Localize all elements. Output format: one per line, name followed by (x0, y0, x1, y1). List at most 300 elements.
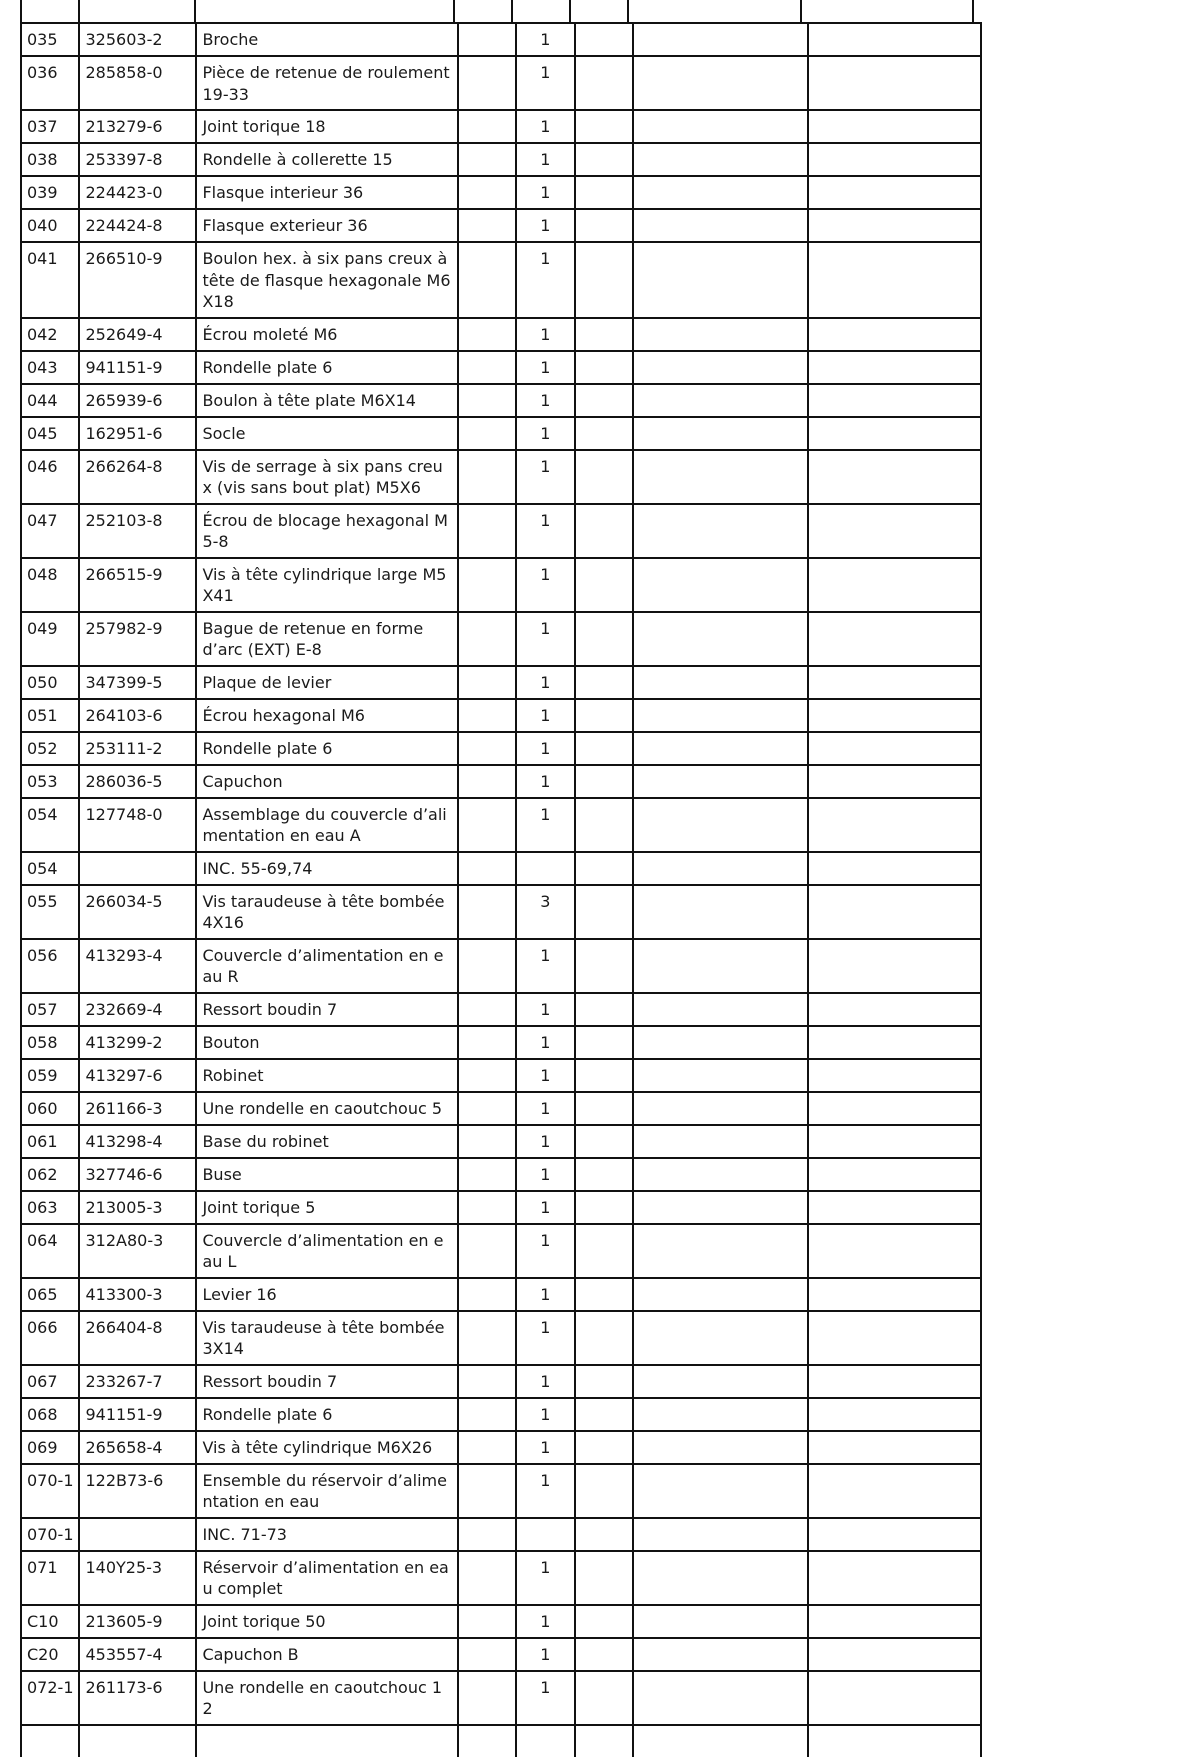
table-row (21, 242, 981, 318)
empty-cell (808, 1518, 981, 1551)
description-cell: Vis taraudeuse à tête bombée 3X14 (196, 1311, 457, 1365)
empty-cell (458, 384, 516, 417)
quantity-cell (516, 852, 574, 885)
empty-cell (575, 558, 633, 612)
empty-cell (633, 1551, 807, 1605)
description-cell: Rondelle plate 6 (196, 351, 457, 384)
empty-cell (808, 1092, 981, 1125)
part-number-cell: 286036-5 (79, 765, 196, 798)
description-cell: Bague de retenue en forme d’arc (EXT) E-8 (196, 612, 457, 666)
table-row (21, 885, 981, 939)
part-number-cell: 413298-4 (79, 1125, 196, 1158)
table-row (21, 1026, 981, 1059)
empty-cell (808, 1191, 981, 1224)
empty-cell (458, 699, 516, 732)
description-cell: Écrou moleté M6 (196, 318, 457, 351)
empty-cell (808, 318, 981, 351)
quantity-cell: 3 (516, 885, 574, 939)
empty-cell (575, 1059, 633, 1092)
description-cell: Capuchon B (196, 1638, 457, 1671)
empty-cell (458, 504, 516, 558)
empty-cell (808, 1224, 981, 1278)
part-number-cell: 413293-4 (79, 939, 196, 993)
item-number-cell: 061 (21, 1125, 79, 1158)
description-cell: Vis à tête cylindrique M6X26 (196, 1431, 457, 1464)
empty-cell (633, 1671, 807, 1725)
empty-cell (633, 666, 807, 699)
part-number-cell: 140Y25-3 (79, 1551, 196, 1605)
item-number-cell: 058 (21, 1026, 79, 1059)
table-row (21, 450, 981, 504)
empty-cell (808, 1464, 981, 1518)
part-number-cell: 265658-4 (79, 1431, 196, 1464)
empty-cell (808, 23, 981, 56)
part-number-cell: 224423-0 (79, 176, 196, 209)
part-number-cell (79, 1518, 196, 1551)
description-cell: Couvercle d’alimentation en eau R (196, 939, 457, 993)
empty-cell (633, 1059, 807, 1092)
table-row (21, 1365, 981, 1398)
item-number-cell: 057 (21, 993, 79, 1026)
empty-cell (808, 1638, 981, 1671)
empty-cell (575, 765, 633, 798)
item-number-cell: 047 (21, 504, 79, 558)
table-row (21, 732, 981, 765)
table-row (21, 1518, 981, 1551)
empty-cell (575, 1311, 633, 1365)
empty-cell (575, 1278, 633, 1311)
empty-cell (808, 765, 981, 798)
quantity-cell: 1 (516, 1605, 574, 1638)
table-row (21, 993, 981, 1026)
empty-cell (633, 1431, 807, 1464)
description-cell: Écrou de blocage hexagonal M5-8 (196, 504, 457, 558)
empty-cell (808, 732, 981, 765)
empty-cell (458, 143, 516, 176)
empty-cell (575, 143, 633, 176)
empty-cell (575, 209, 633, 242)
description-cell: Plaque de levier (196, 666, 457, 699)
description-cell: Une rondelle en caoutchouc 5 (196, 1092, 457, 1125)
empty-cell (808, 110, 981, 143)
empty-cell (633, 417, 807, 450)
description-cell: Couvercle d’alimentation en eau L (196, 1224, 457, 1278)
item-number-cell: 072-1 (21, 1671, 79, 1725)
part-number-cell: 266264-8 (79, 450, 196, 504)
empty-cell (458, 1125, 516, 1158)
quantity-cell: 1 (516, 798, 574, 852)
empty-cell (575, 242, 633, 318)
table-row (21, 699, 981, 732)
description-cell: Base du robinet (196, 1125, 457, 1158)
empty-cell (808, 1605, 981, 1638)
part-number-cell: 266404-8 (79, 1311, 196, 1365)
item-number-cell: 071 (21, 1551, 79, 1605)
empty-cell (808, 612, 981, 666)
description-cell: INC. 71-73 (196, 1518, 457, 1551)
item-number-cell: 067 (21, 1365, 79, 1398)
description-cell: Pièce de retenue de roulement 19-33 (196, 56, 457, 110)
empty-cell (633, 1398, 807, 1431)
quantity-cell: 1 (516, 612, 574, 666)
item-number-cell: C20 (21, 1638, 79, 1671)
empty-cell (575, 1125, 633, 1158)
empty-cell (808, 176, 981, 209)
quantity-cell: 1 (516, 1464, 574, 1518)
quantity-cell: 1 (516, 1026, 574, 1059)
empty-cell (458, 450, 516, 504)
empty-cell (633, 852, 807, 885)
empty-cell (808, 1026, 981, 1059)
empty-cell (633, 798, 807, 852)
part-number-cell: 213605-9 (79, 1605, 196, 1638)
empty-cell (633, 1365, 807, 1398)
part-number-cell: 232669-4 (79, 993, 196, 1026)
item-number-cell: 052 (21, 732, 79, 765)
empty-cell (633, 504, 807, 558)
item-number-cell: 070-1 (21, 1464, 79, 1518)
empty-cell (633, 1191, 807, 1224)
quantity-cell: 1 (516, 1365, 574, 1398)
item-number-cell: 044 (21, 384, 79, 417)
empty-cell (575, 852, 633, 885)
item-number-cell: 050 (21, 666, 79, 699)
empty-cell (808, 1431, 981, 1464)
description-cell: Boulon hex. à six pans creux à tête de flasque hexagonale M6X18 (196, 242, 457, 318)
item-number-cell: 037 (21, 110, 79, 143)
quantity-cell: 1 (516, 110, 574, 143)
quantity-cell: 1 (516, 1191, 574, 1224)
table-row (21, 1191, 981, 1224)
empty-cell (575, 699, 633, 732)
part-number-cell: 941151-9 (79, 1398, 196, 1431)
empty-cell (633, 56, 807, 110)
empty-cell (633, 765, 807, 798)
empty-cell (633, 732, 807, 765)
item-number-cell: C10 (21, 1605, 79, 1638)
quantity-cell: 1 (516, 765, 574, 798)
empty-cell (575, 612, 633, 666)
empty-cell (633, 1026, 807, 1059)
description-cell: Ensemble du réservoir d’alimentation en eau (196, 1464, 457, 1518)
empty-cell (458, 852, 516, 885)
empty-cell (808, 143, 981, 176)
item-number-cell: 068 (21, 1398, 79, 1431)
table-row (21, 318, 981, 351)
quantity-cell: 1 (516, 143, 574, 176)
table-row (21, 417, 981, 450)
table-row (21, 1092, 981, 1125)
description-cell: Rondelle plate 6 (196, 732, 457, 765)
table-row (21, 384, 981, 417)
part-number-cell: 347399-5 (79, 666, 196, 699)
part-number-cell (79, 852, 196, 885)
table-row (21, 558, 981, 612)
part-number-cell: 252649-4 (79, 318, 196, 351)
description-cell: Buse (196, 1158, 457, 1191)
empty-cell (458, 765, 516, 798)
part-number-cell: 413300-3 (79, 1278, 196, 1311)
empty-cell (808, 1125, 981, 1158)
empty-cell (575, 1224, 633, 1278)
item-number-cell: 035 (21, 23, 79, 56)
description-cell: Bouton (196, 1026, 457, 1059)
empty-cell (458, 1365, 516, 1398)
part-number-cell: 312A80-3 (79, 1224, 196, 1278)
empty-cell (808, 852, 981, 885)
item-number-cell: 053 (21, 765, 79, 798)
empty-cell (808, 1158, 981, 1191)
empty-cell (575, 1191, 633, 1224)
empty-cell (633, 384, 807, 417)
description-cell: Flasque exterieur 36 (196, 209, 457, 242)
empty-cell (458, 1551, 516, 1605)
empty-cell (458, 1398, 516, 1431)
part-number-cell: 266515-9 (79, 558, 196, 612)
empty-cell (808, 1311, 981, 1365)
parts-list-table (20, 22, 982, 1757)
quantity-cell: 1 (516, 1092, 574, 1125)
quantity-cell: 1 (516, 1671, 574, 1725)
empty-cell (808, 1725, 981, 1757)
table-row (21, 1158, 981, 1191)
quantity-cell: 1 (516, 1398, 574, 1431)
empty-cell (458, 666, 516, 699)
table-row (21, 1398, 981, 1431)
empty-cell (575, 110, 633, 143)
table-row (21, 1671, 981, 1725)
part-number-cell: 264103-6 (79, 699, 196, 732)
empty-cell (808, 558, 981, 612)
empty-cell (575, 1398, 633, 1431)
item-number-cell: 059 (21, 1059, 79, 1092)
quantity-cell: 1 (516, 209, 574, 242)
empty-cell (458, 1464, 516, 1518)
description-cell: Écrou hexagonal M6 (196, 699, 457, 732)
part-number-cell: 261173-6 (79, 1671, 196, 1725)
item-number-cell: 045 (21, 417, 79, 450)
item-number-cell: 062 (21, 1158, 79, 1191)
quantity-cell: 1 (516, 417, 574, 450)
quantity-cell: 1 (516, 56, 574, 110)
empty-cell (575, 1725, 633, 1757)
empty-cell (458, 56, 516, 110)
item-number-cell: 070-1 (21, 1518, 79, 1551)
empty-cell (575, 450, 633, 504)
empty-cell (808, 351, 981, 384)
empty-cell (458, 558, 516, 612)
empty-cell (633, 1224, 807, 1278)
empty-cell (575, 1158, 633, 1191)
empty-cell (808, 384, 981, 417)
table-row (21, 612, 981, 666)
table-row (21, 1551, 981, 1605)
part-number-cell: 253397-8 (79, 143, 196, 176)
quantity-cell: 1 (516, 1431, 574, 1464)
item-number-cell: 065 (21, 1278, 79, 1311)
part-number-cell: 413299-2 (79, 1026, 196, 1059)
empty-cell (575, 1671, 633, 1725)
empty-cell (808, 242, 981, 318)
empty-cell (633, 450, 807, 504)
part-number-cell: 224424-8 (79, 209, 196, 242)
empty-cell (633, 1725, 807, 1757)
description-cell: Levier 16 (196, 1278, 457, 1311)
empty-cell (458, 1671, 516, 1725)
table-row (21, 798, 981, 852)
item-number-cell: 051 (21, 699, 79, 732)
empty-cell (808, 56, 981, 110)
description-cell: Broche (196, 23, 457, 56)
empty-cell (808, 699, 981, 732)
empty-cell (575, 56, 633, 110)
quantity-cell: 1 (516, 1059, 574, 1092)
empty-cell (633, 1092, 807, 1125)
item-number-cell: 064 (21, 1224, 79, 1278)
empty-cell (633, 110, 807, 143)
description-cell: Assemblage du couvercle d’alimentation en eau A (196, 798, 457, 852)
part-number-cell: 265939-6 (79, 384, 196, 417)
empty-cell (575, 23, 633, 56)
part-number-cell: 127748-0 (79, 798, 196, 852)
empty-cell (458, 351, 516, 384)
empty-cell (633, 1605, 807, 1638)
table-row (21, 1278, 981, 1311)
item-number-cell: 055 (21, 885, 79, 939)
empty-cell (21, 1725, 79, 1757)
table-row (21, 939, 981, 993)
description-cell: Boulon à tête plate M6X14 (196, 384, 457, 417)
part-number-cell: 325603-2 (79, 23, 196, 56)
description-cell: Capuchon (196, 765, 457, 798)
empty-cell (458, 1278, 516, 1311)
empty-cell (633, 318, 807, 351)
parts-list-body (21, 23, 981, 1757)
empty-cell (458, 318, 516, 351)
empty-cell (808, 993, 981, 1026)
empty-cell (458, 885, 516, 939)
empty-cell (633, 1125, 807, 1158)
empty-cell (808, 209, 981, 242)
item-number-cell: 042 (21, 318, 79, 351)
part-number-cell: 261166-3 (79, 1092, 196, 1125)
description-cell: INC. 55-69,74 (196, 852, 457, 885)
empty-cell (633, 612, 807, 666)
empty-cell (808, 450, 981, 504)
empty-cell (458, 1311, 516, 1365)
item-number-cell: 049 (21, 612, 79, 666)
quantity-cell: 1 (516, 558, 574, 612)
quantity-cell: 1 (516, 23, 574, 56)
empty-cell (516, 1725, 574, 1757)
quantity-cell: 1 (516, 504, 574, 558)
empty-cell (633, 1464, 807, 1518)
empty-cell (633, 176, 807, 209)
empty-cell (196, 1725, 457, 1757)
empty-cell (575, 176, 633, 209)
quantity-cell: 1 (516, 939, 574, 993)
empty-cell (808, 417, 981, 450)
table-row (21, 1605, 981, 1638)
empty-cell (808, 885, 981, 939)
empty-cell (575, 1464, 633, 1518)
quantity-cell: 1 (516, 176, 574, 209)
table-row (21, 1125, 981, 1158)
table-row (21, 666, 981, 699)
description-cell: Une rondelle en caoutchouc 12 (196, 1671, 457, 1725)
empty-cell (633, 1518, 807, 1551)
quantity-cell: 1 (516, 732, 574, 765)
empty-cell (633, 699, 807, 732)
quantity-cell: 1 (516, 666, 574, 699)
empty-cell (458, 1605, 516, 1638)
part-number-cell: 122B73-6 (79, 1464, 196, 1518)
item-number-cell: 041 (21, 242, 79, 318)
empty-cell (575, 351, 633, 384)
empty-cell (575, 993, 633, 1026)
empty-cell (458, 23, 516, 56)
empty-cell (575, 318, 633, 351)
item-number-cell: 063 (21, 1191, 79, 1224)
part-number-cell: 252103-8 (79, 504, 196, 558)
empty-cell (458, 612, 516, 666)
empty-cell (633, 351, 807, 384)
empty-cell (633, 939, 807, 993)
description-cell: Joint torique 5 (196, 1191, 457, 1224)
empty-cell (458, 1638, 516, 1671)
empty-cell (575, 939, 633, 993)
empty-cell (458, 939, 516, 993)
empty-cell (575, 1431, 633, 1464)
item-number-cell: 039 (21, 176, 79, 209)
empty-cell (458, 176, 516, 209)
part-number-cell: 285858-0 (79, 56, 196, 110)
table-row (21, 1059, 981, 1092)
table-row-continuation (21, 1725, 981, 1757)
empty-cell (458, 242, 516, 318)
empty-cell (575, 384, 633, 417)
empty-cell (458, 209, 516, 242)
item-number-cell: 048 (21, 558, 79, 612)
description-cell: Robinet (196, 1059, 457, 1092)
quantity-cell: 1 (516, 1278, 574, 1311)
empty-cell (633, 993, 807, 1026)
empty-cell (458, 993, 516, 1026)
table-row (21, 23, 981, 56)
quantity-cell: 1 (516, 993, 574, 1026)
part-number-cell: 413297-6 (79, 1059, 196, 1092)
item-number-cell: 038 (21, 143, 79, 176)
quantity-cell: 1 (516, 384, 574, 417)
part-number-cell: 253111-2 (79, 732, 196, 765)
empty-cell (458, 1092, 516, 1125)
empty-cell (458, 732, 516, 765)
part-number-cell: 213005-3 (79, 1191, 196, 1224)
empty-cell (633, 209, 807, 242)
part-number-cell: 327746-6 (79, 1158, 196, 1191)
quantity-cell: 1 (516, 1551, 574, 1605)
table-row (21, 176, 981, 209)
empty-cell (575, 1365, 633, 1398)
description-cell: Réservoir d’alimentation en eau complet (196, 1551, 457, 1605)
empty-cell (633, 1311, 807, 1365)
description-cell: Vis de serrage à six pans creux (vis sans bout plat) M5X6 (196, 450, 457, 504)
empty-cell (458, 1158, 516, 1191)
empty-cell (575, 417, 633, 450)
empty-cell (575, 1518, 633, 1551)
table-row (21, 1224, 981, 1278)
empty-cell (575, 1026, 633, 1059)
